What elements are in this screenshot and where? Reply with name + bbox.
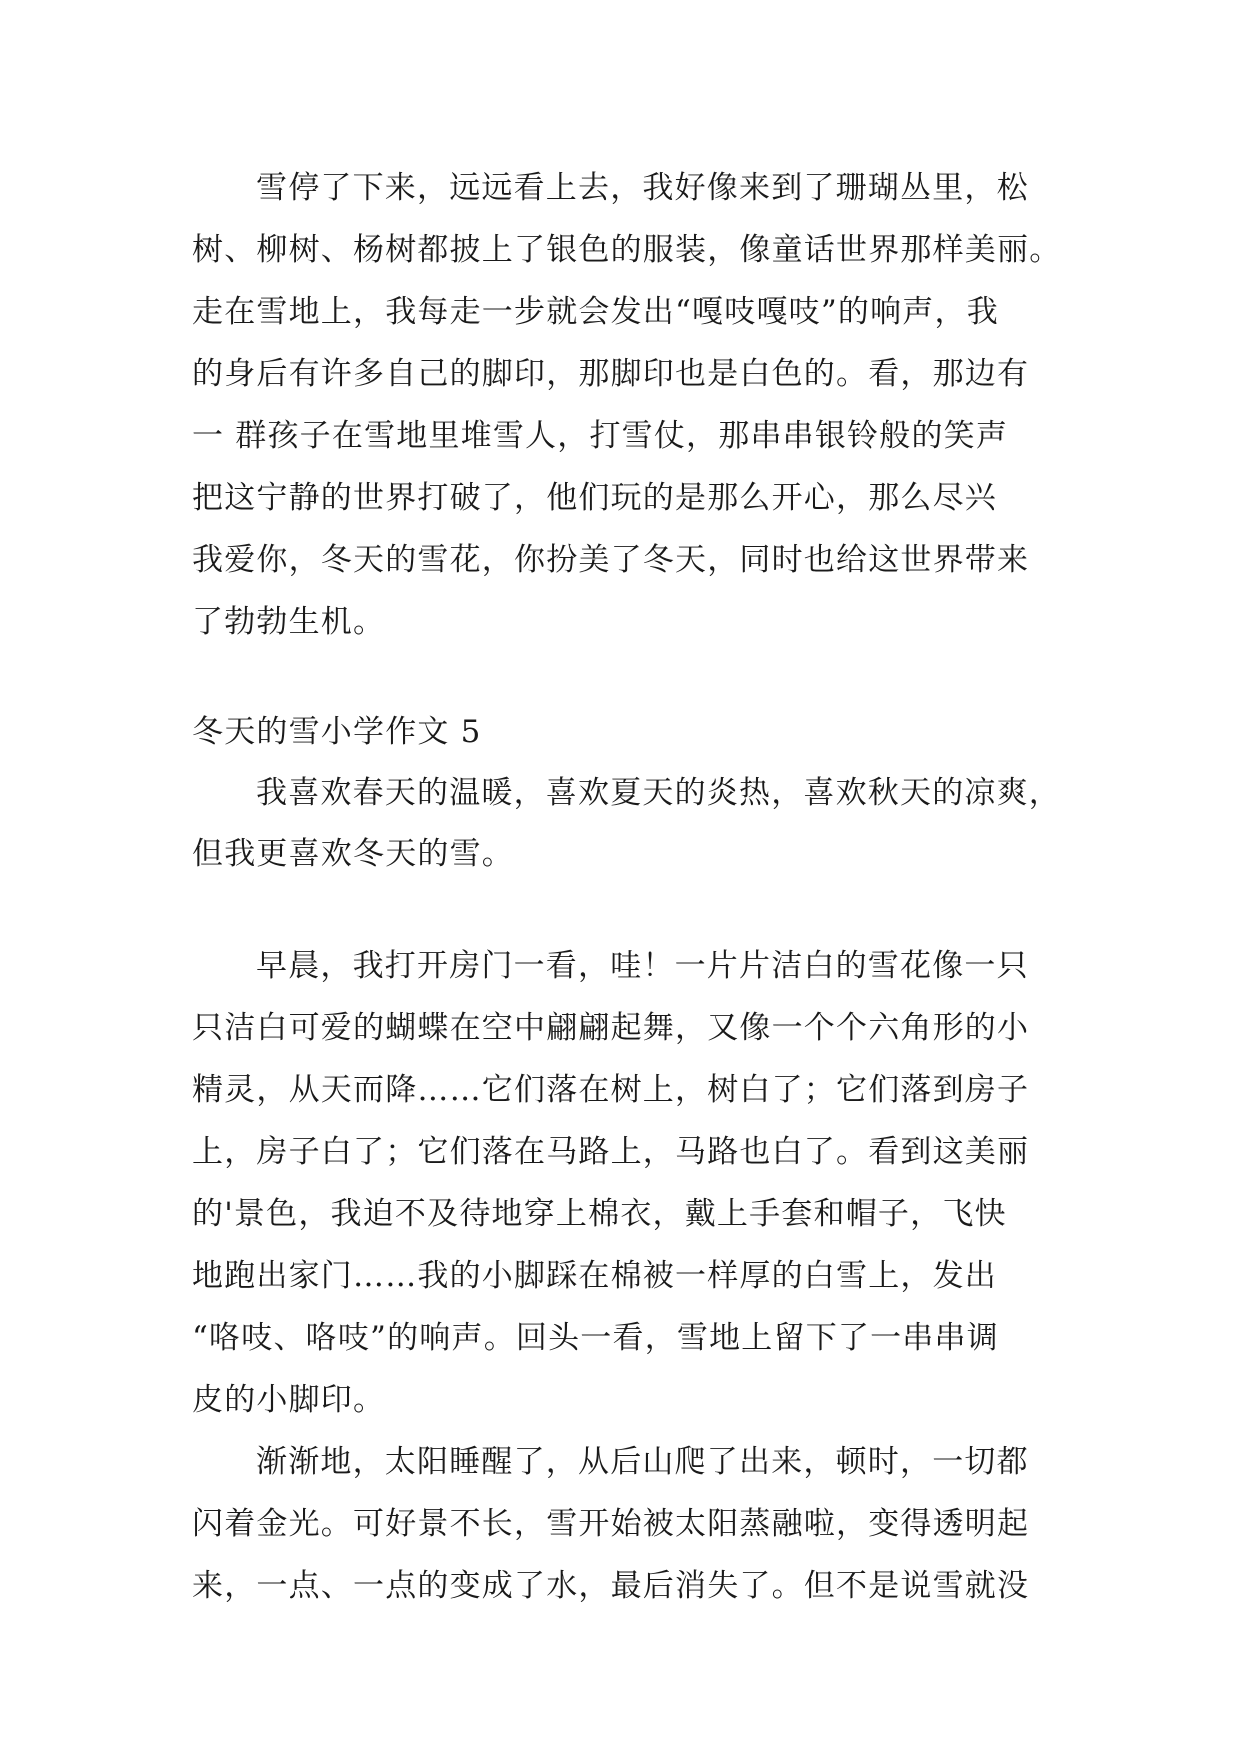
text-line: 的身后有许多自己的脚印，那脚印也是白色的。看，那边有 [192, 356, 1030, 392]
text-line: 地跑出家门……我的小脚踩在棉被一样厚的白雪上，发出 [192, 1258, 997, 1294]
text-line: 一 群孩子在雪地里堆雪人，打雪仗，那串串银铃般的笑声 [192, 418, 1009, 454]
text-line: 雪停了下来，远远看上去，我好像来到了珊瑚丛里，松 [256, 170, 1029, 206]
text-line: “咯吱、咯吱”的响声。回头一看，雪地上留下了一串串调 [192, 1320, 999, 1356]
text-line: 皮的小脚印。 [192, 1382, 386, 1418]
text-line: 来，一点、一点的变成了水，最后消失了。但不是说雪就没 [192, 1568, 1030, 1604]
text-line: 上，房子白了；它们落在马路上，马路也白了。看到这美丽 [192, 1134, 1030, 1170]
text-line: 我喜欢春天的温暖，喜欢夏天的炎热，喜欢秋天的凉爽， [256, 775, 1061, 811]
text-line: 渐渐地，太阳睡醒了，从后山爬了出来，顿时，一切都 [256, 1444, 1029, 1480]
text-line: 只洁白可爱的蝴蝶在空中翩翩起舞，又像一个个六角形的小 [192, 1010, 1030, 1046]
text-line: 精灵，从天而降……它们落在树上，树白了；它们落到房子 [192, 1072, 1030, 1108]
text-line: 闪着金光。可好景不长，雪开始被太阳蒸融啦，变得透明起 [192, 1506, 1030, 1542]
text-line: 把这宁静的世界打破了，他们玩的是那么开心，那么尽兴 [192, 480, 997, 516]
text-line: 了勃勃生机。 [192, 604, 386, 640]
text-line: 早晨，我打开房门一看，哇！一片片洁白的雪花像一只 [256, 948, 1029, 984]
text-line: 走在雪地上，我每走一步就会发出“嘎吱嘎吱”的响声，我 [192, 294, 999, 330]
text-line: 的'景色，我迫不及待地穿上棉衣，戴上手套和帽子，飞快 [192, 1196, 1007, 1232]
section-title: 冬天的雪小学作文 5 [192, 714, 482, 750]
text-line: 我爱你，冬天的雪花，你扮美了冬天，同时也给这世界带来 [192, 542, 1030, 578]
text-line: 但我更喜欢冬天的雪。 [192, 836, 514, 872]
text-line: 树、柳树、杨树都披上了银色的服装，像童话世界那样美丽。 [192, 232, 1062, 268]
